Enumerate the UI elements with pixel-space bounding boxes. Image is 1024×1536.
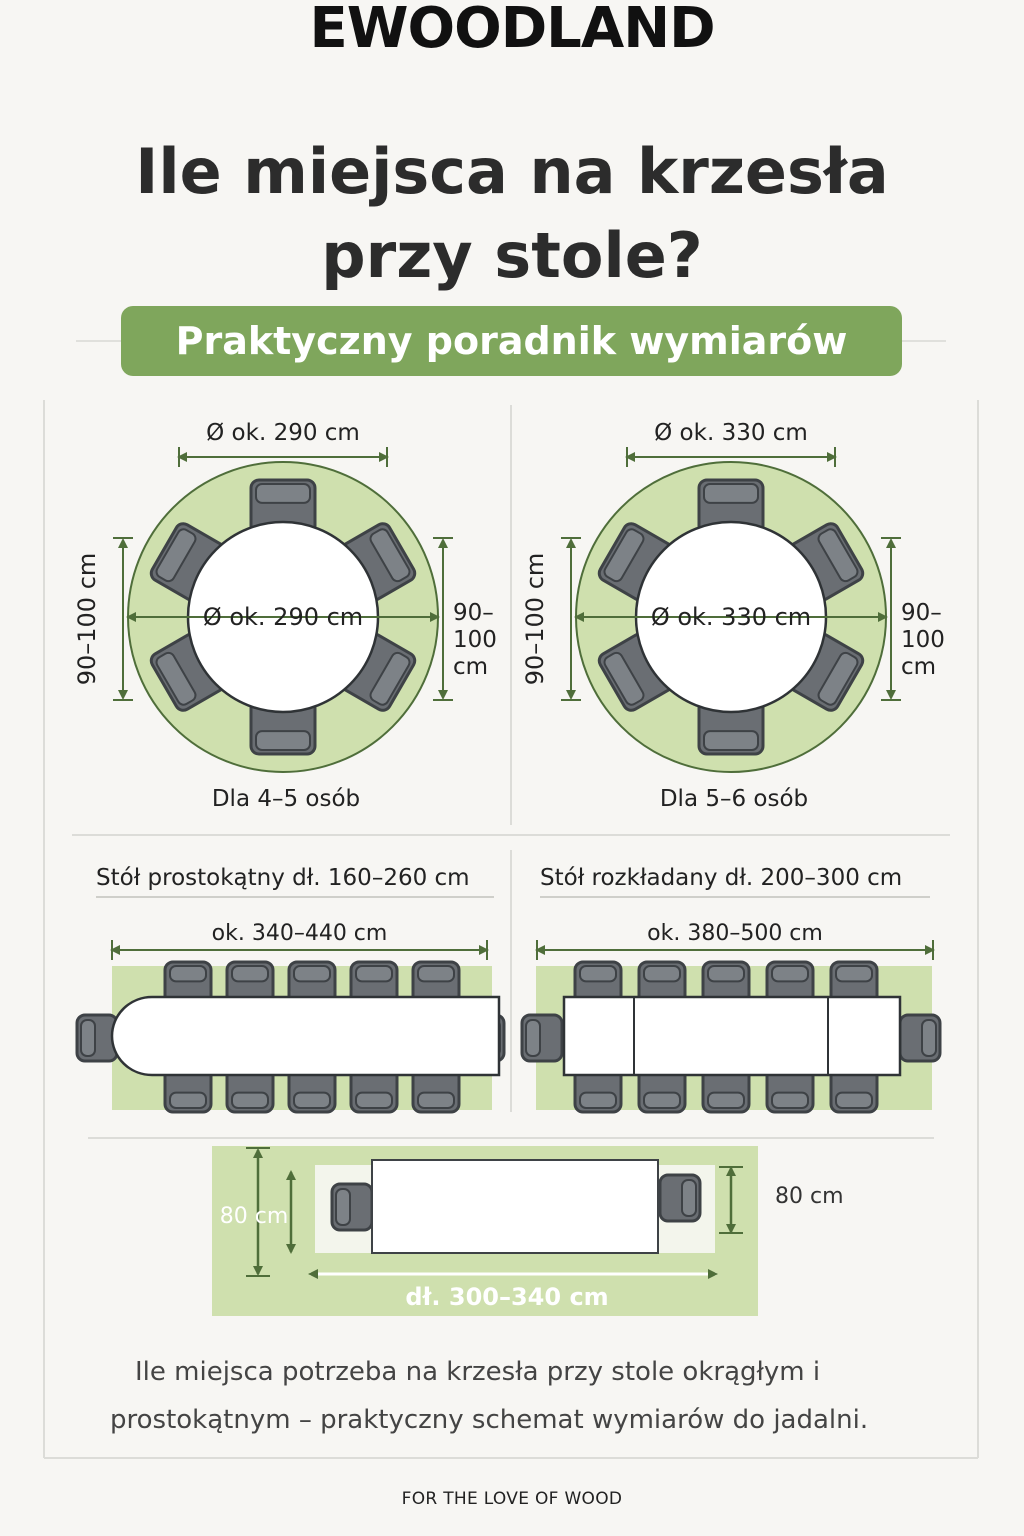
right-clearance-label-line: 100 [901, 627, 945, 653]
narrow-width-left-label: 80 cm [219, 1204, 289, 1229]
narrow-length-label: dł. 300–340 cm [405, 1283, 609, 1311]
left-clearance-label: 90–100 cm [521, 552, 549, 686]
round-table-1 [73, 420, 497, 812]
outer-diameter-label: Ø ok. 290 cm [206, 420, 360, 446]
right-clearance-label-line: 90– [901, 600, 942, 626]
rect-table-heading: Stół rozkładany dł. 200–300 cm [540, 865, 903, 891]
caption-line-2: prostokątnym – praktyczny schemat wymiarów do jadalni. [110, 1405, 869, 1435]
caption [100, 1348, 940, 1444]
brand-logo: EWOODLAND [309, 0, 715, 61]
table-diameter-label: Ø ok. 330 cm [650, 603, 812, 631]
page-title-line-2: przy stole? [321, 219, 703, 292]
rect-tables-group [77, 865, 940, 1112]
total-length-label: ok. 380–500 cm [647, 921, 823, 946]
rect-table-1 [77, 865, 504, 1112]
capacity-label: Dla 5–6 osób [659, 786, 809, 812]
rect-table-2 [522, 865, 940, 1112]
end-chair-left [522, 1015, 562, 1061]
round-table-2 [521, 420, 945, 812]
rect-table-top [564, 997, 900, 1075]
round-tables-group [73, 420, 945, 812]
table-diameter-label: Ø ok. 290 cm [202, 603, 364, 631]
rect-table-heading: Stół prostokątny dł. 160–260 cm [96, 865, 470, 891]
right-clearance-label-line: cm [453, 654, 489, 680]
caption-line-1: Ile miejsca potrzeba na krzesła przy stole okrągłym i [135, 1357, 821, 1387]
footer-tagline: FOR THE LOVE OF WOOD [401, 1489, 623, 1509]
subtitle-banner: Praktyczny poradnik wymiarów [121, 306, 902, 376]
rect-table-top [112, 997, 499, 1075]
narrow-end-chair-right [660, 1175, 700, 1221]
page-title-line-1: Ile miejsca na krzesła [135, 135, 889, 208]
narrow-width-right-label: 80 cm [775, 1184, 844, 1209]
narrow-end-chair-left [332, 1184, 372, 1230]
left-clearance-label: 90–100 cm [73, 552, 101, 686]
outer-diameter-label: Ø ok. 330 cm [654, 420, 808, 446]
total-length-label: ok. 340–440 cm [211, 921, 388, 946]
right-clearance-label-line: 90– [453, 600, 494, 626]
capacity-label: Dla 4–5 osób [211, 786, 361, 812]
end-chair-right [900, 1015, 940, 1061]
right-clearance-label-line: 100 [453, 627, 497, 653]
narrow-table-section [212, 1146, 844, 1316]
right-clearance-label-line: cm [901, 654, 937, 680]
narrow-table-top [372, 1160, 658, 1253]
